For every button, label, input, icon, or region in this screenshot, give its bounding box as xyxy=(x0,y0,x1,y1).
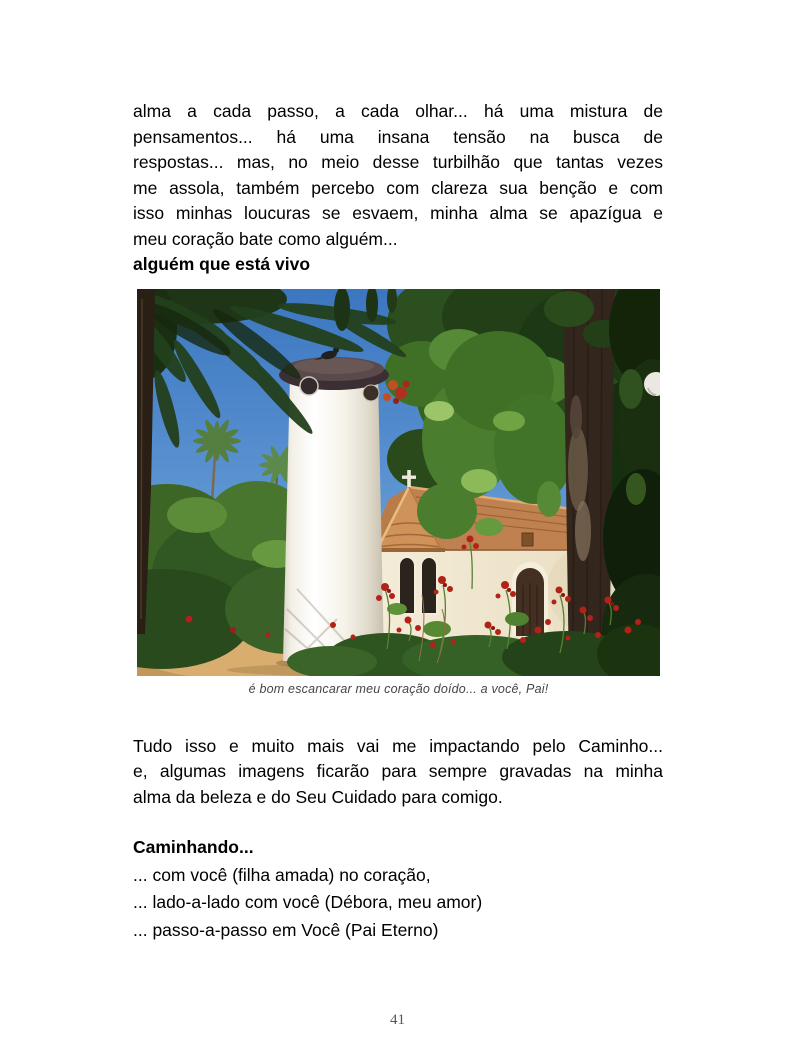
tower-round-window xyxy=(300,377,318,395)
text-line: alma a cada passo, a cada olhar... há uma mistura de xyxy=(133,101,663,121)
door-plaque xyxy=(522,533,533,546)
tower-round-window xyxy=(363,385,379,401)
text-line: respostas... mas, no meio desse turbilhão que tantas vezes xyxy=(133,152,663,172)
photo-caption: é bom escancarar meu coração doído... a você, Pai! xyxy=(248,681,549,696)
text-line: pensamentos... há uma insana tensão na busca de xyxy=(133,126,663,147)
walking-line: ... lado-a-lado com você (Débora, meu amor) xyxy=(133,892,483,912)
figure xyxy=(137,289,660,696)
page-number: 41 xyxy=(390,1012,405,1028)
heading-alguem-que-esta-vivo: alguém que está vivo xyxy=(133,254,311,274)
text-line: meu coração bate como alguém... xyxy=(133,228,398,249)
text-line: e, algumas imagens ficarão para sempre gravadas na minha xyxy=(133,761,663,781)
white-tower xyxy=(279,347,389,661)
text-line: me assola, também percebo com clareza sua benção e com xyxy=(133,177,663,198)
walking-line: ... passo-a-passo em Você (Pai Eterno) xyxy=(133,919,439,940)
text-line: Tudo isso e muito mais vai me impactando pelo Caminho... xyxy=(133,735,663,756)
text-line: alma da beleza e do Seu Cuidado para comigo. xyxy=(133,786,503,807)
chapel-photo xyxy=(137,289,660,676)
walking-line: ... com você (filha amada) no coração, xyxy=(133,864,431,885)
body-paragraph-2 xyxy=(133,734,663,811)
heading-caminhando: Caminhando... xyxy=(133,837,254,857)
text-line: isso minhas loucuras se esvaem, minha alma se apazígua e xyxy=(133,203,663,223)
body-paragraph-1 xyxy=(133,99,663,252)
walking-block xyxy=(133,834,663,944)
